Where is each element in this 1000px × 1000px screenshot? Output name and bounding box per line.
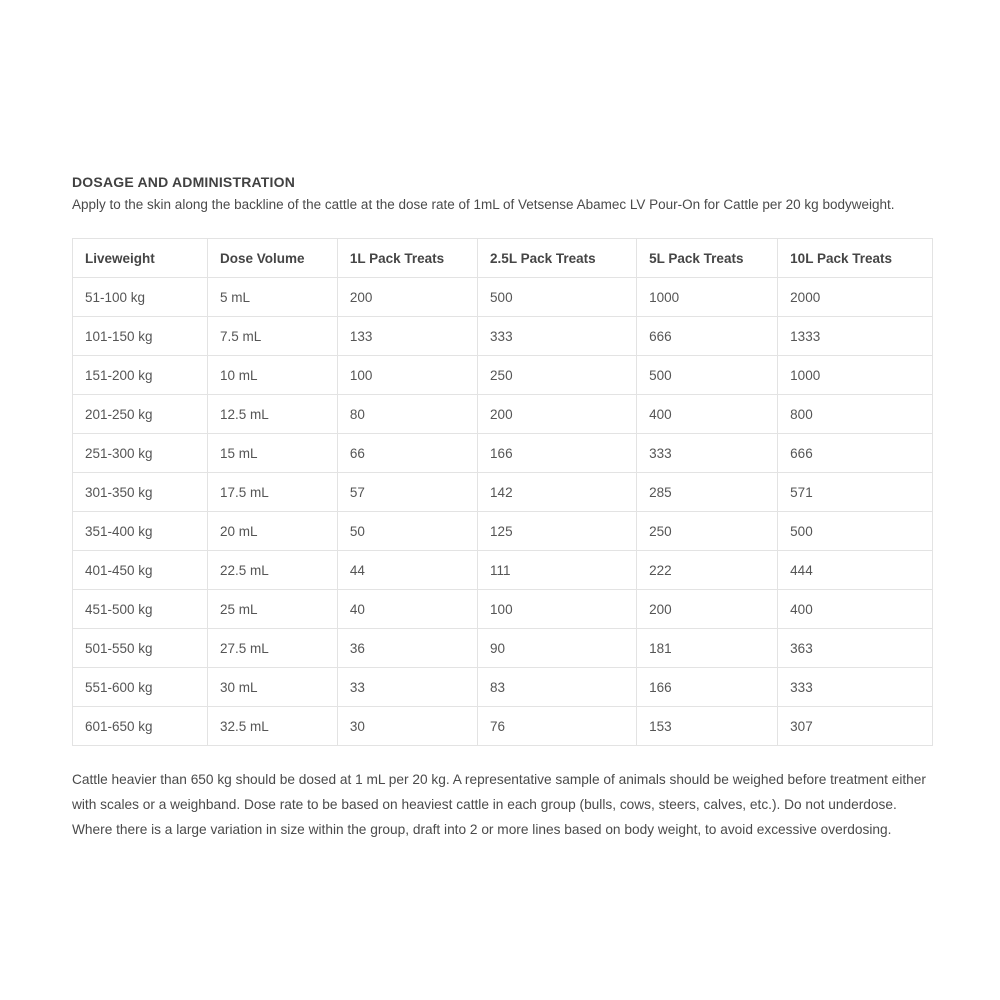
table-cell: 166	[478, 434, 637, 473]
table-cell: 444	[778, 551, 933, 590]
column-header: Liveweight	[73, 239, 208, 278]
table-cell: 500	[637, 356, 778, 395]
dosage-table	[72, 238, 933, 746]
intro-paragraph: Apply to the skin along the backline of the cattle at the dose rate of 1mL of Vetsense Abamec LV Pour-On for Cattle per 20 kg bodyweight.	[72, 197, 895, 212]
table-cell: 333	[778, 668, 933, 707]
table-cell: 285	[637, 473, 778, 512]
table-cell: 5 mL	[208, 278, 338, 317]
table-row	[73, 629, 933, 668]
table-row	[73, 356, 933, 395]
table-cell: 666	[637, 317, 778, 356]
table-header-row	[73, 239, 933, 278]
table-row	[73, 512, 933, 551]
table-cell: 22.5 mL	[208, 551, 338, 590]
table-cell: 501-550 kg	[73, 629, 208, 668]
table-body	[73, 278, 933, 746]
table-row	[73, 590, 933, 629]
column-header: 5L Pack Treats	[637, 239, 778, 278]
table-cell: 200	[337, 278, 477, 317]
table-cell: 51-100 kg	[73, 278, 208, 317]
table-cell: 500	[478, 278, 637, 317]
table-cell: 25 mL	[208, 590, 338, 629]
table-cell: 12.5 mL	[208, 395, 338, 434]
table-row	[73, 434, 933, 473]
table-cell: 601-650 kg	[73, 707, 208, 746]
table-cell: 133	[337, 317, 477, 356]
table-cell: 32.5 mL	[208, 707, 338, 746]
table-cell: 90	[478, 629, 637, 668]
table-row	[73, 668, 933, 707]
table-row	[73, 395, 933, 434]
table-row	[73, 551, 933, 590]
table-row	[73, 473, 933, 512]
table-cell: 451-500 kg	[73, 590, 208, 629]
table-cell: 2000	[778, 278, 933, 317]
table-cell: 57	[337, 473, 477, 512]
table-cell: 250	[478, 356, 637, 395]
table-cell: 20 mL	[208, 512, 338, 551]
table-cell: 111	[478, 551, 637, 590]
table-cell: 250	[637, 512, 778, 551]
table-cell: 200	[478, 395, 637, 434]
table-cell: 333	[478, 317, 637, 356]
table-cell: 1333	[778, 317, 933, 356]
table-cell: 251-300 kg	[73, 434, 208, 473]
table-row	[73, 317, 933, 356]
table-cell: 30	[337, 707, 477, 746]
table-row	[73, 707, 933, 746]
table-cell: 40	[337, 590, 477, 629]
column-header: 2.5L Pack Treats	[478, 239, 637, 278]
table-cell: 401-450 kg	[73, 551, 208, 590]
table-cell: 33	[337, 668, 477, 707]
table-cell: 351-400 kg	[73, 512, 208, 551]
table-cell: 100	[337, 356, 477, 395]
table-cell: 17.5 mL	[208, 473, 338, 512]
column-header: 1L Pack Treats	[337, 239, 477, 278]
table-cell: 7.5 mL	[208, 317, 338, 356]
table-cell: 301-350 kg	[73, 473, 208, 512]
column-header: Dose Volume	[208, 239, 338, 278]
table-cell: 125	[478, 512, 637, 551]
footnote-paragraph: Cattle heavier than 650 kg should be dosed at 1 mL per 20 kg. A representative sample of animals should be weighed before treatment either with scales or a weighband. Dose rate to be based on heaviest cattle in each group (bulls, cows, steers, calves, etc.). Do not underdose. Where there is a large variation in size within the group, draft into 2 or more lines based on body weight, to avoid excessive overdosing.	[72, 772, 926, 837]
table-cell: 100	[478, 590, 637, 629]
table-cell: 1000	[637, 278, 778, 317]
table-cell: 76	[478, 707, 637, 746]
table-cell: 153	[637, 707, 778, 746]
table-cell: 30 mL	[208, 668, 338, 707]
table-cell: 222	[637, 551, 778, 590]
table-cell: 307	[778, 707, 933, 746]
table-cell: 400	[637, 395, 778, 434]
table-cell: 66	[337, 434, 477, 473]
table-cell: 44	[337, 551, 477, 590]
table-cell: 333	[637, 434, 778, 473]
table-cell: 80	[337, 395, 477, 434]
table-cell: 551-600 kg	[73, 668, 208, 707]
table-cell: 666	[778, 434, 933, 473]
table-cell: 15 mL	[208, 434, 338, 473]
table-cell: 800	[778, 395, 933, 434]
section-heading: DOSAGE AND ADMINISTRATION	[72, 174, 296, 190]
table-cell: 36	[337, 629, 477, 668]
table-cell: 201-250 kg	[73, 395, 208, 434]
table-cell: 142	[478, 473, 637, 512]
table-row	[73, 278, 933, 317]
table-cell: 151-200 kg	[73, 356, 208, 395]
table-cell: 1000	[778, 356, 933, 395]
table-cell: 400	[778, 590, 933, 629]
table-cell: 571	[778, 473, 933, 512]
table-cell: 10 mL	[208, 356, 338, 395]
table-cell: 181	[637, 629, 778, 668]
dosage-section	[72, 174, 933, 842]
column-header: 10L Pack Treats	[778, 239, 933, 278]
table-cell: 363	[778, 629, 933, 668]
table-cell: 27.5 mL	[208, 629, 338, 668]
table-cell: 500	[778, 512, 933, 551]
table-cell: 83	[478, 668, 637, 707]
table-cell: 200	[637, 590, 778, 629]
table-cell: 50	[337, 512, 477, 551]
table-cell: 166	[637, 668, 778, 707]
table-cell: 101-150 kg	[73, 317, 208, 356]
